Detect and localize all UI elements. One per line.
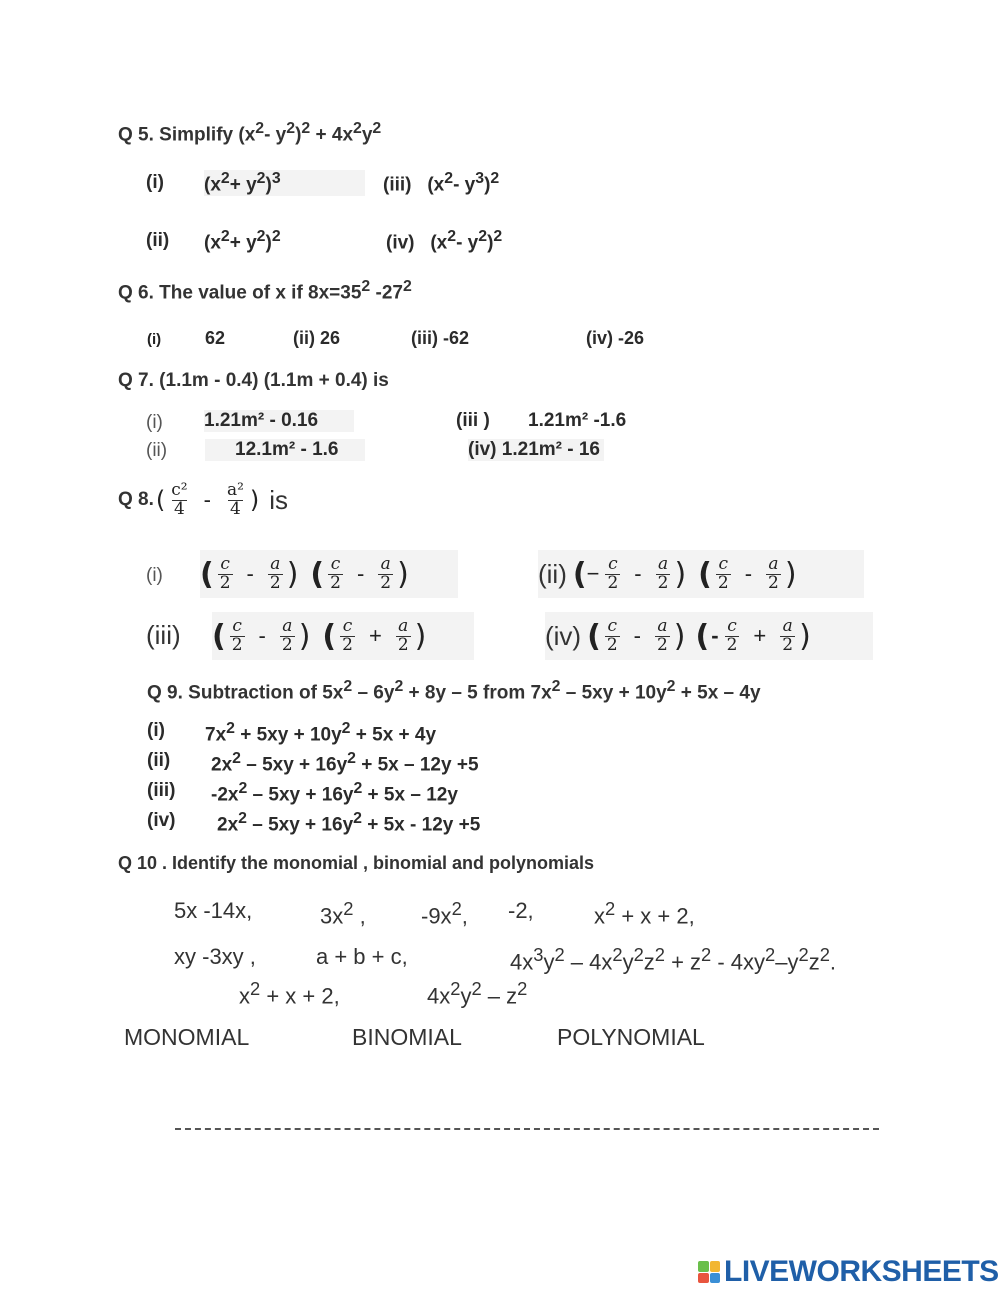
q10-title: Q 10 . Identify the monomial , binomial and polynomials [118,853,595,873]
q9-option-iv-label: (iv) [147,810,176,831]
dashed-separator [175,1128,879,1130]
c2-over-4: $\frac{\text{c²}}{4}$ [171,480,188,519]
minus-sign: - [203,487,211,513]
q9-option-iii-label: (iii) [147,780,176,801]
q5-option-iii[interactable]: (iii) ($x^2-$ $y^3)^2$ [383,170,500,196]
q6-title: Q 6. The value of x if $8x=35^2$ $-27^2$ [118,278,412,304]
logo-squares-icon [698,1261,720,1283]
logo-text: LIVEWORKSHEETS [724,1255,999,1288]
heading-polynomial[interactable]: POLYNOMIAL [557,1024,705,1050]
q6-option-ii[interactable]: (ii) 26 [293,328,341,348]
q8-label: Q 8. [118,489,154,511]
q9-option-i-label: (i) [147,720,165,741]
expr-x2-x-2: $x^2 + x + 2$, [594,898,695,929]
q8-option-i-label: (i) [146,565,163,586]
expr-neg9x2: $-9x^2$, [421,898,468,929]
q9-option-ii[interactable]: $2x^2 - 5xy + 16y^2 + 5x - 12y +5$ [211,750,479,776]
q9-option-iii[interactable]: $-2x^2 - 5xy + 16y^2 + 5x - 12y$ [211,780,458,806]
q5-option-i[interactable]: $(x^2+ y^2)^3$ [204,170,365,196]
q9-title: Q 9. Subtraction of $5x^2 - 6y^2 + 8y - 5$ from $7x^2 - 5xy + 10y^2 + 5x - 4y$ [147,678,761,704]
q5-title: Q 5. Simplify ($x^2-$ $y^2)^2 + 4x^2y^2$ [118,120,382,146]
q9-option-ii-label: (ii) [147,750,171,771]
q8-option-ii[interactable]: (ii) ( − $\frac{c}{2}$ - $\frac{a}{2}$ ) ( $\frac{c}{2}$ - $\frac{a}{2}$ ) [538,550,864,598]
q8-option-iii[interactable]: ( $\frac{c}{2}$ - $\frac{a}{2}$ ) ( $\frac{c}{2}$ + $\frac{a}{2}$ ) [212,612,474,660]
close-paren: ) [249,486,260,515]
q8-option-i[interactable]: ( $\frac{c}{2}$ - $\frac{a}{2}$ ) ( $\frac{c}{2}$ - $\frac{a}{2}$ ) [200,550,458,598]
q7-option-i[interactable]: 1.21m² - 0.16 [204,410,354,432]
q8-option-iii-label: (iii) [146,620,181,650]
q5-option-ii-label: (ii) [146,230,170,251]
q6-option-i[interactable]: 62 [205,328,226,348]
expr-neg2: -2, [508,898,534,923]
q5-option-iv[interactable]: (iv) ($x^2-$ $y^2)^2$ [386,228,503,254]
heading-monomial[interactable]: MONOMIAL [124,1024,250,1050]
q6-option-iv[interactable]: (iv) -26 [586,328,645,348]
q7-option-ii-label: (ii) [146,440,168,461]
expr-long-polynomial: $4x^3y^2 - 4x^2y^2z^2 + z^2 - 4xy^2-y^2z^2$. [510,944,837,975]
q8-is: is [269,484,289,515]
expr-a-b-c: a + b + c, [316,944,408,969]
a2-over-4: $\frac{\text{a²}}{4}$ [226,480,244,519]
heading-binomial[interactable]: BINOMIAL [352,1024,462,1050]
open-paren: ( [155,486,166,515]
q6-option-i-label: (i) [147,331,162,348]
q8-question [118,482,288,519]
q5-option-i-label: (i) [146,172,164,193]
expr-x2-x-2-second: $x^2 + x + 2$, [239,978,340,1009]
expr-5x-14x: 5x -14x, [174,898,253,923]
q7-title: Q 7. (1.1m - 0.4) (1.1m + 0.4) is [118,370,389,391]
q7-option-ii[interactable]: 12.1m² - 1.6 [205,439,365,461]
q9-option-i[interactable]: $7x^2 + 5xy + 10y^2 + 5x + 4y$ [205,720,437,746]
q6-option-iii[interactable]: (iii) -62 [411,328,470,348]
expr-3x2: $3x^2$ , [320,898,366,929]
expr-4x2y2-z2: $4x^2y^2 - z^2$ [427,978,528,1009]
q7-option-iii-label: (iii ) [456,410,490,431]
q9-option-iv[interactable]: $2x^2 - 5xy + 16y^2 + 5x - 12y +5$ [217,810,481,836]
q7-option-iii[interactable]: 1.21m² -1.6 [528,410,627,431]
expr-xy-3xy: xy -3xy , [174,944,256,969]
q8-option-iv[interactable]: (iv) ( $\frac{c}{2}$ - $\frac{a}{2}$ ) ( - $\frac{c}{2}$ + $\frac{a}{2}$ ) [545,612,873,660]
liveworksheets-logo [698,1255,999,1289]
q5-option-ii[interactable]: $(x^2+ y^2)^2$ [204,228,281,254]
q7-option-i-label: (i) [146,412,163,433]
q7-option-iv[interactable]: (iv) 1.21m² - 16 [468,439,604,461]
